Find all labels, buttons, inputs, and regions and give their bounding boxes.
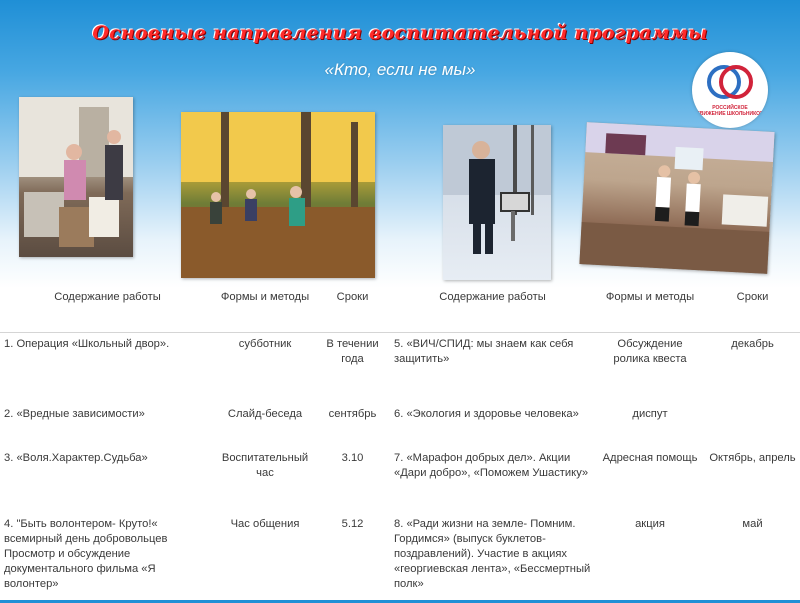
table-cell: 5. «ВИЧ/СПИД: мы знаем как себя защитить»	[394, 338, 574, 365]
page-subtitle: «Кто, если не мы»	[324, 60, 476, 79]
page-title: Основные направления воспитательной программы	[92, 22, 708, 44]
table-cell: акция	[635, 518, 665, 530]
table-header-row	[0, 284, 800, 333]
table-cell: 8. «Ради жизни на земле- Помним. Гордимся» (выпуск буклетов-поздравлений). Участие в акциях «георгиевская лента», «Бессмертный полк»	[394, 518, 591, 590]
table-cell: 5.12	[341, 518, 364, 530]
table-cell: Адресная помощь	[602, 452, 698, 464]
table-cell: субботник	[238, 338, 292, 350]
table-cell: Час общения	[230, 518, 300, 530]
photo-winter-birdhouse	[443, 125, 551, 280]
header-dates: Сроки	[315, 284, 390, 333]
table-row	[0, 447, 800, 513]
photo-charity-collection	[19, 97, 133, 257]
photo-classroom-presentation	[579, 122, 774, 274]
table-cell: Октябрь, апрель	[709, 452, 796, 464]
header-forms: Формы и методы	[595, 284, 705, 333]
photo-autumn-cleanup	[181, 112, 375, 278]
table-cell: 7. «Марафон добрых дел». Акции «Дари добро», «Поможем Ушастику»	[394, 452, 589, 479]
header-content: Содержание работы	[390, 284, 595, 333]
table-cell: 1. Операция «Школьный двор».	[4, 338, 170, 350]
table-cell: 3. «Воля.Характер.Судьба»	[4, 452, 148, 464]
logo-text-line1: РОССИЙСКОЕ	[712, 105, 748, 111]
table-cell: диспут	[632, 408, 668, 420]
header-forms: Формы и методы	[215, 284, 315, 333]
program-table	[0, 284, 800, 603]
table-cell: май	[742, 518, 763, 530]
header-content: Содержание работы	[0, 284, 215, 333]
table-cell: 6. «Экология и здоровье человека»	[394, 408, 579, 420]
logo-text	[692, 105, 768, 117]
logo-text-line2: ДВИЖЕНИЕ ШКОЛЬНИКОВ	[696, 111, 764, 117]
table-cell: 3.10	[341, 452, 364, 464]
table-cell: Воспитательный час	[221, 452, 309, 479]
table-cell: 2. «Вредные зависимости»	[4, 408, 145, 420]
table-row	[0, 513, 800, 603]
table-cell: Слайд-беседа	[227, 408, 303, 420]
table-cell: сентябрь	[328, 408, 377, 420]
header-dates: Сроки	[705, 284, 800, 333]
table-cell: декабрь	[731, 338, 774, 350]
table-cell: Обсуждение ролика квеста	[613, 338, 687, 365]
table-cell: 4. "Быть волонтером- Круто!« всемирный день добровольцев Просмотр и обсуждение документального фильма «Я волонтер»	[4, 518, 168, 590]
rdsh-logo	[692, 52, 768, 128]
table-row	[0, 333, 800, 404]
table-row	[0, 403, 800, 447]
table-cell	[705, 403, 800, 447]
table-cell: В течении года	[326, 338, 379, 365]
